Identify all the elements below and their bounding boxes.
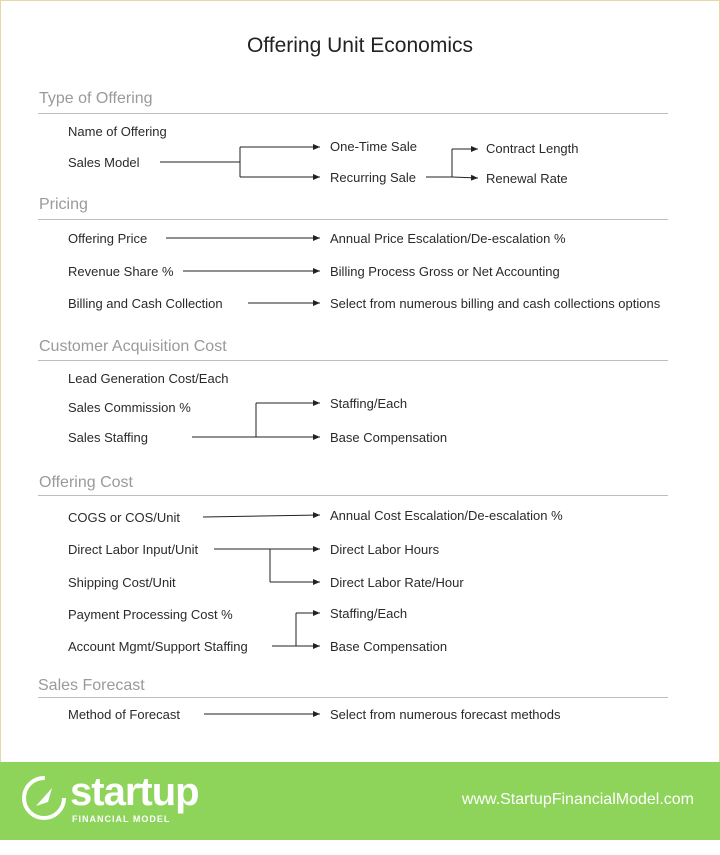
bottom-margin	[0, 840, 720, 855]
item-price-escalation: Annual Price Escalation/De-escalation %	[330, 231, 566, 246]
connector-arrow	[203, 515, 320, 517]
item-sales-commission: Sales Commission %	[68, 400, 191, 415]
item-base-compensation: Base Compensation	[330, 430, 448, 445]
item-direct-labor-input: Direct Labor Input/Unit	[68, 542, 199, 557]
item-method-of-forecast: Method of Forecast	[68, 707, 180, 722]
section-title-sales-forecast: Sales Forecast	[38, 677, 145, 694]
item-renewal-rate: Renewal Rate	[486, 171, 568, 186]
item-cogs: COGS or COS/Unit	[68, 510, 180, 525]
item-revenue-share: Revenue Share %	[68, 264, 174, 279]
footer-banner	[0, 762, 720, 840]
connector-arrow	[452, 177, 478, 178]
item-sales-staffing: Sales Staffing	[68, 430, 148, 445]
item-forecast-methods: Select from numerous forecast methods	[330, 707, 561, 722]
item-staffing-each: Staffing/Each	[330, 396, 408, 411]
section-title-customer-acquisition: Customer Acquisition Cost	[39, 338, 227, 355]
rocket-swoosh-icon	[22, 776, 66, 820]
item-direct-labor-hours: Direct Labor Hours	[330, 542, 440, 557]
item-name-of-offering: Name of Offering	[68, 124, 167, 139]
footer-website-link[interactable]: www.StartupFinancialModel.com	[461, 791, 694, 808]
item-sales-model: Sales Model	[68, 155, 140, 170]
item-staffing-each: Staffing/Each	[330, 606, 408, 621]
item-recurring-sale: Recurring Sale	[330, 170, 416, 185]
item-offering-price: Offering Price	[68, 231, 148, 246]
item-account-mgmt: Account Mgmt/Support Staffing	[68, 639, 248, 654]
item-lead-generation: Lead Generation Cost/Each	[68, 371, 229, 386]
item-billing-options: Select from numerous billing and cash collections options	[330, 296, 661, 311]
item-cost-escalation: Annual Cost Escalation/De-escalation %	[330, 508, 563, 523]
logo-wordmark: startup	[70, 770, 199, 814]
page-title: Offering Unit Economics	[246, 34, 474, 57]
item-payment-processing: Payment Processing Cost %	[68, 607, 233, 622]
section-title-type-of-offering: Type of Offering	[39, 90, 153, 107]
item-direct-labor-rate: Direct Labor Rate/Hour	[330, 575, 464, 590]
item-billing-cash-collection: Billing and Cash Collection	[68, 296, 223, 311]
section-title-offering-cost: Offering Cost	[39, 474, 133, 491]
logo-tagline: FINANCIAL MODEL	[72, 814, 171, 824]
section-title-pricing: Pricing	[39, 196, 88, 213]
item-billing-process: Billing Process Gross or Net Accounting	[330, 264, 560, 279]
item-contract-length: Contract Length	[486, 141, 579, 156]
item-base-compensation: Base Compensation	[330, 639, 448, 654]
item-shipping-cost: Shipping Cost/Unit	[68, 575, 176, 590]
item-one-time-sale: One-Time Sale	[330, 139, 417, 154]
